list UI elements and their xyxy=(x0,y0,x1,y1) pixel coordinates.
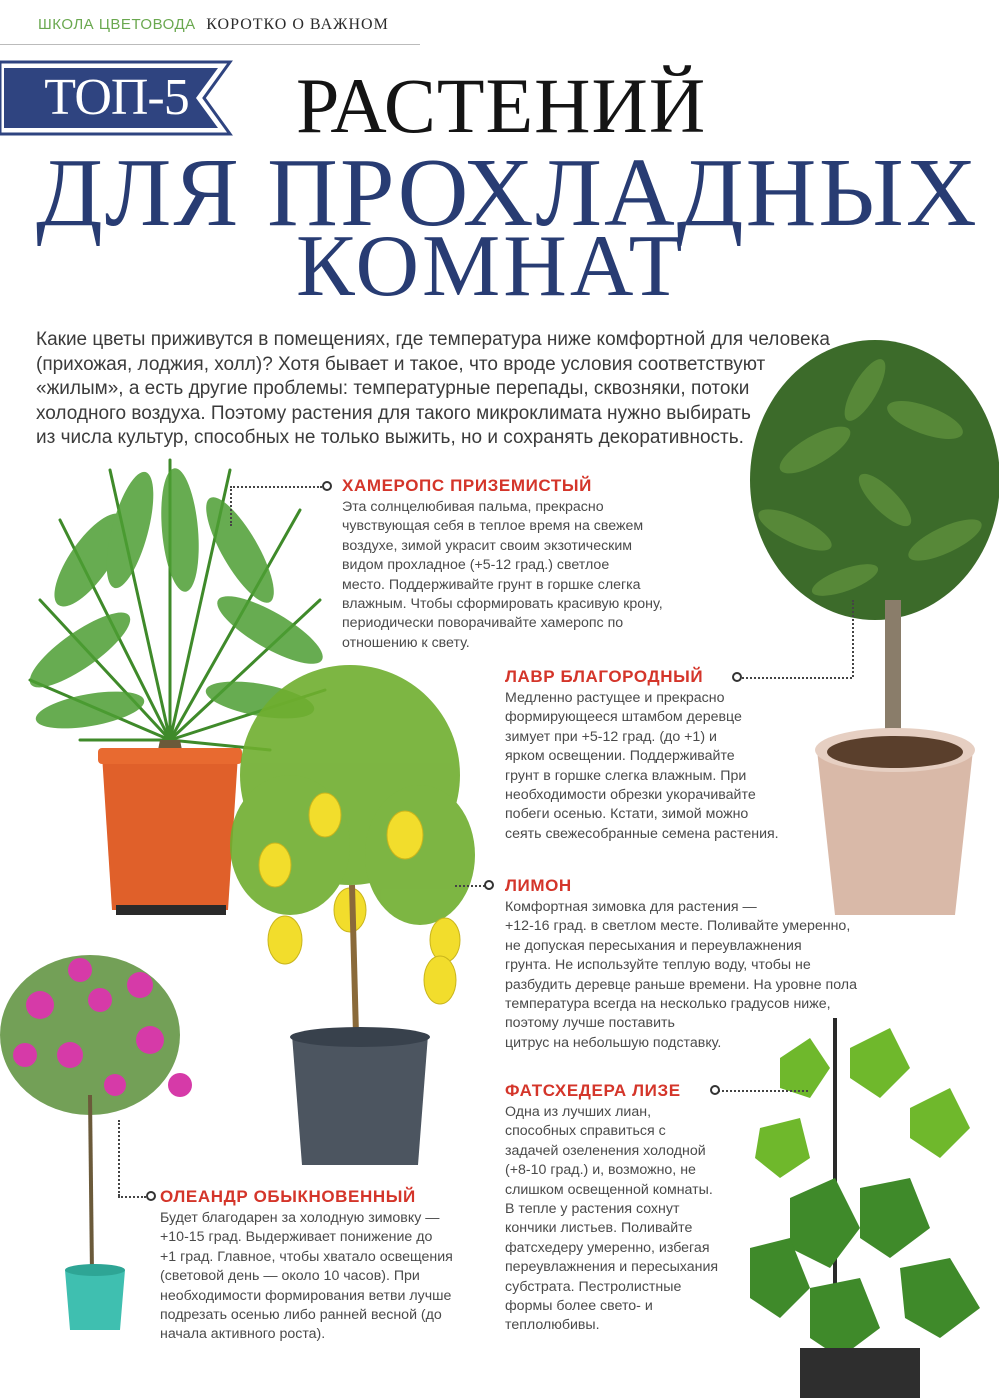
description-line: подрезать осенью либо ранней весной (до xyxy=(160,1307,442,1324)
description-line: необходимости обрезки укорачивайте xyxy=(505,787,756,804)
plant-name: ЛИМОН xyxy=(505,876,572,895)
fatshedera-illustration xyxy=(740,1018,999,1398)
description-line: не допуская пересыхания и переувлажнения xyxy=(505,937,802,954)
description-line: ярком освещении. Поддерживайте xyxy=(505,748,735,765)
plant-card-oleander xyxy=(160,1187,490,1345)
description-line: В тепле у растения сохнут xyxy=(505,1201,680,1218)
lemon-tree-illustration xyxy=(230,655,490,1175)
title-line-1: РАСТЕНИЙ xyxy=(296,62,707,149)
plant-name: ЛАВР БЛАГОРОДНЫЙ xyxy=(505,667,704,686)
description-line: разбудить деревце раньше времени. На уровне пола xyxy=(505,976,857,993)
description-line: формы более свето- и xyxy=(505,1298,653,1315)
description-line: Медленно растущее и прекрасно xyxy=(505,690,725,706)
plant-card-laurel xyxy=(505,667,805,844)
intro-line: Какие цветы приживутся в помещениях, где температура ниже комфортной для человека xyxy=(36,329,830,350)
description-line: фатсхедеру умеренно, избегая xyxy=(505,1239,710,1256)
section-header xyxy=(38,16,389,34)
intro-line: «жилым», а есть другие проблемы: температурные перепады, сквозняки, потоки xyxy=(36,378,750,399)
description-line: Эта солнцелюбивая пальма, прекрасно xyxy=(342,499,604,515)
description-line: начала активного роста). xyxy=(160,1326,326,1343)
plant-description xyxy=(160,1209,490,1345)
description-line: (+8-10 град.) и, возможно, не xyxy=(505,1162,696,1179)
description-line: переувлажнения и пересыхания xyxy=(505,1259,719,1276)
bullet-dot xyxy=(146,1191,156,1201)
description-line: +12-16 град. в светлом месте. Поливайте умеренно, xyxy=(505,918,851,935)
description-line: цитрус на небольшую подставку. xyxy=(505,1034,722,1051)
plant-name: ФАТСХЕДЕРА ЛИЗЕ xyxy=(505,1081,681,1100)
description-line: +1 град. Главное, чтобы хватало освещения xyxy=(160,1248,453,1265)
description-line: периодически поворачивайте хамеропс по xyxy=(342,615,624,632)
description-line: необходимости формирования ветви лучше xyxy=(160,1287,452,1304)
description-line: поэтому лучше поставить xyxy=(505,1015,675,1032)
description-line: чувствующая себя в теплое время на свежем xyxy=(342,518,644,535)
intro-line: из числа культур, способных не только выжить, но и сохранять декоративность. xyxy=(36,427,744,448)
description-line: (световой день — около 10 часов). При xyxy=(160,1268,420,1285)
description-line: отношению к свету. xyxy=(342,634,470,651)
description-line: задачей озеленения холодной xyxy=(505,1142,706,1159)
description-line: теплолюбивы. xyxy=(505,1317,600,1334)
description-line: субстрата. Пестролистные xyxy=(505,1278,682,1295)
plant-name: ХАМЕРОПС ПРИЗЕМИСТЫЙ xyxy=(342,476,592,495)
description-line: Комфортная зимовка для растения — xyxy=(505,899,757,915)
description-line: +10-15 град. Выдерживает понижение до xyxy=(160,1229,433,1246)
plant-description xyxy=(505,689,805,844)
intro-line: холодного воздуха. Поэтому растения для такого микроклимата нужно выбирать xyxy=(36,402,751,424)
plant-description xyxy=(505,1103,755,1336)
description-line: способных справиться с xyxy=(505,1123,666,1140)
subsection-name: КОРОТКО О ВАЖНОМ xyxy=(206,16,389,33)
description-line: зимует при +5-12 град. (до +1) и xyxy=(505,728,717,745)
description-line: грунта. Не используйте теплую воду, чтобы не xyxy=(505,957,811,974)
leader-line xyxy=(230,486,232,526)
description-line: кончики листьев. Поливайте xyxy=(505,1220,693,1237)
bullet-dot xyxy=(322,481,332,491)
description-line: температура всегда на несколько градусов ниже, xyxy=(505,996,831,1013)
plant-card-chamaerops xyxy=(342,476,682,653)
section-name: ШКОЛА ЦВЕТОВОДА xyxy=(38,16,196,33)
description-line: грунт в горшке слегка влажным. При xyxy=(505,767,747,784)
leader-line xyxy=(455,885,485,887)
title-line-3: КОМНАТ xyxy=(296,218,686,315)
description-line: формирующееся штамбом деревце xyxy=(505,709,742,726)
plant-card-lemon xyxy=(505,876,885,1053)
description-line: слишком освещенной комнаты. xyxy=(505,1181,713,1198)
plant-card-fatshedera xyxy=(505,1081,755,1336)
title-line-2: ДЛЯ ПРОХЛАДНЫХ xyxy=(36,139,979,247)
plant-description xyxy=(342,498,682,653)
leader-line xyxy=(118,1120,120,1196)
plant-name: ОЛЕАНДР ОБЫКНОВЕННЫЙ xyxy=(160,1187,416,1206)
header-divider xyxy=(0,44,420,45)
description-line: видом прохладное (+5-12 град.) светлое xyxy=(342,557,610,574)
intro-line: (прихожая, лоджия, холл)? Хотя бывает и такое, что вроде условия соответствуют xyxy=(36,353,766,375)
description-line: Одна из лучших лиан, xyxy=(505,1104,652,1120)
leader-line xyxy=(118,1196,146,1198)
description-line: сеять свежесобранные семена растения. xyxy=(505,825,779,842)
description-line: Будет благодарен за холодную зимовку — xyxy=(160,1210,440,1226)
bullet-dot xyxy=(484,880,494,890)
leader-line xyxy=(230,486,322,488)
plant-description xyxy=(505,898,885,1053)
top5-badge: ТОП-5 xyxy=(44,69,189,126)
leader-line xyxy=(852,600,854,677)
description-line: воздухе, зимой украсит своим экзотическим xyxy=(342,537,633,554)
description-line: влажным. Чтобы сформировать красивую крону, xyxy=(342,596,663,613)
description-line: побеги осенью. Кстати, зимой можно xyxy=(505,806,749,823)
description-line: место. Поддерживайте грунт в горшке слегка xyxy=(342,576,641,593)
